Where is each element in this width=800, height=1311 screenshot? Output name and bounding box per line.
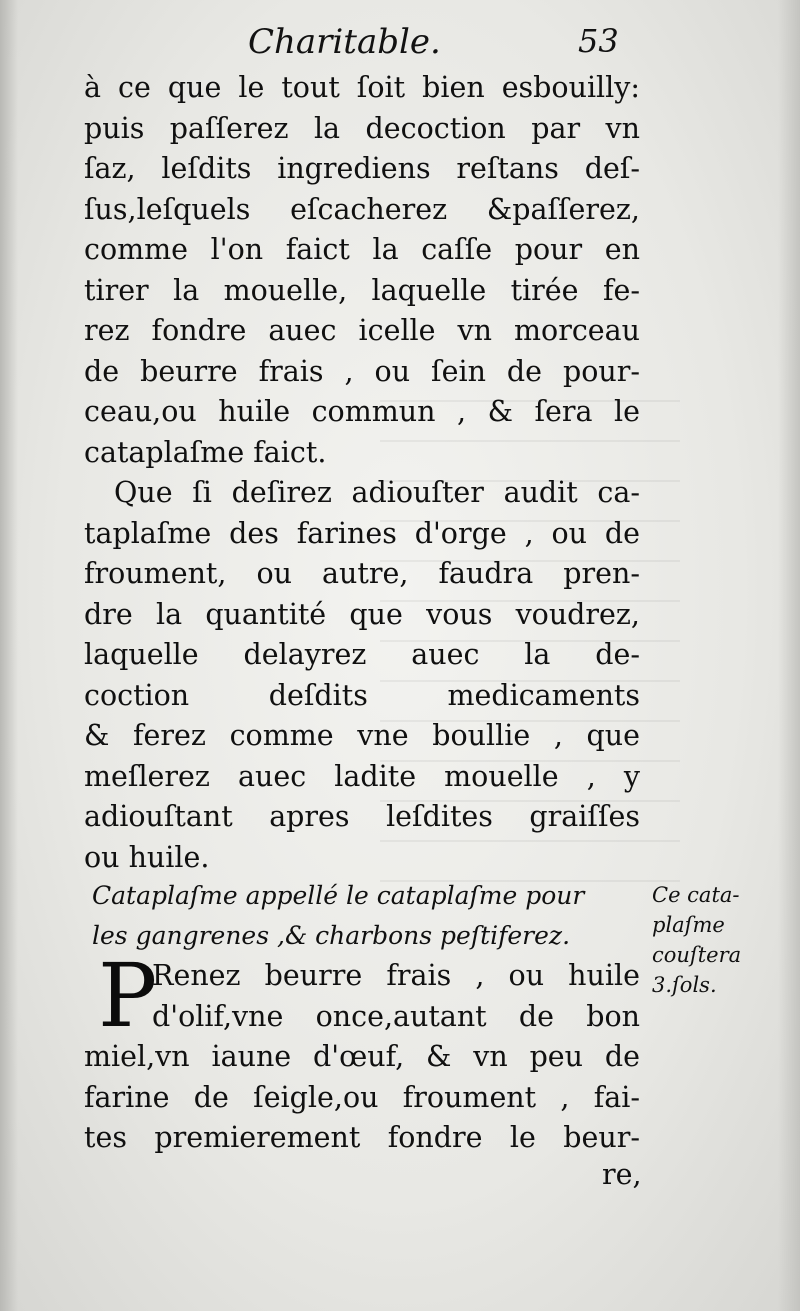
running-title: Charitable. [248,22,441,62]
catchword: re, [602,1158,642,1191]
page-shadow-right [778,0,800,1311]
margin-note-line: plaſme [652,913,725,937]
margin-note-line: Ce cata- [652,883,740,907]
text-line: comme l'on faict la caſſe pour en [84,233,640,266]
text-line: farine de ſeigle,ou froument , fai- [84,1080,640,1114]
text-line: tes premierement fondre le beur- [84,1121,640,1154]
text-line: taplaſme des farines d'orge , ou de [84,516,640,550]
text-line: adiouſtant apres leſdites graiſſes [84,800,640,833]
margin-note-line: couſtera [652,943,742,967]
text-line: cataplaſme faict. [84,435,327,469]
text-line: froument, ou autre, faudra pren- [84,557,640,590]
text-line: coction deſdits medicaments [84,678,640,712]
section-heading [92,876,648,956]
text-line: laquelle delayrez auec la de- [84,638,640,671]
page-header [0,18,800,68]
text-line: Renez beurre frais , ou huile [152,959,640,992]
text-line: puis paſſerez la decoction par vn [84,111,640,145]
text-line: ceau,ou huile commun , & ſera le [84,395,640,428]
text-line: rez fondre auec icelle vn morceau [84,314,640,347]
page-shadow-left [0,0,18,1311]
text-line: à ce que le tout ſoit bien esbouilly: [84,71,640,104]
text-line: de beurre frais , ou ſein de pour- [84,354,640,388]
text-line: tirer la mouelle, laquelle tirée fe- [84,273,640,307]
margin-note [652,880,782,1000]
text-line: & ferez comme vne boullie , que [84,719,640,752]
recipe-paragraph [84,944,640,1159]
text-line: ſaz, leſdits ingrediens reſtans deſ- [84,152,640,185]
heading-line: Cataplaſme appellé le cataplaſme pour [92,881,585,910]
margin-note-line: 3.ſols. [652,973,717,997]
text-line: ou huile. [84,840,210,874]
paragraph-farines [84,473,640,878]
page-number: 53 [578,22,619,60]
text-line: meſlerez auec ladite mouelle , y [84,759,640,793]
drop-cap: P [98,944,158,1047]
text-line: miel,vn iaune d'œuf, & vn peu de [84,1040,640,1073]
text-line: Que ſi deſirez adiouſter audit ca- [114,476,640,509]
paragraph-decoction [84,68,640,473]
text-line: dre la quantité que vous voudrez, [84,597,640,631]
text-line: ſus,leſquels eſcacherez &paſſerez, [84,192,640,226]
main-text [84,68,640,878]
heading-line: les gangrenes ,& charbons peſtiferez. [92,921,571,950]
text-line: d'olif,vne once,autant de bon [152,999,640,1033]
